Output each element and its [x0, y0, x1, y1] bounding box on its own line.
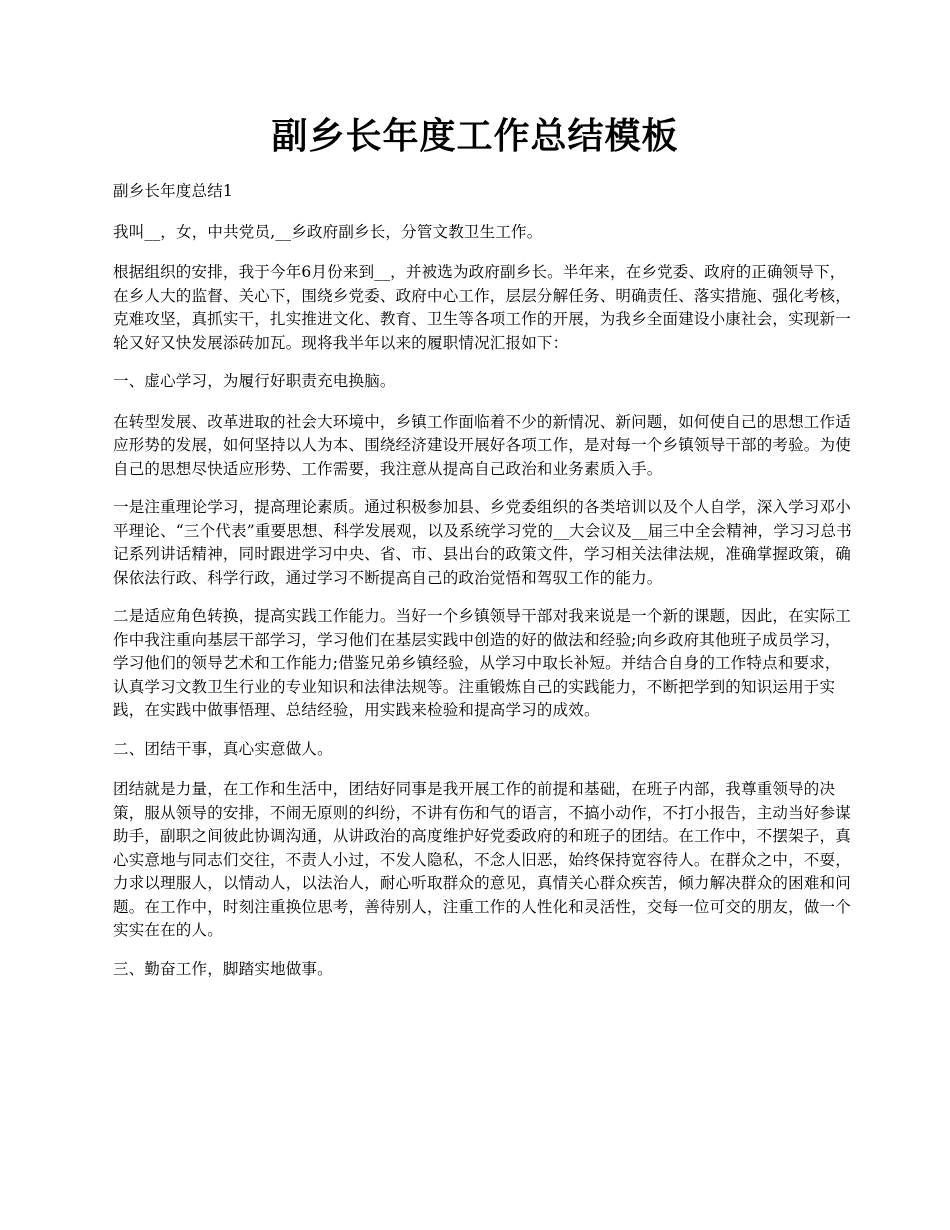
background-paragraph: 根据组织的安排，我于今年6月份来到__，并被选为政府副乡长。半年来，在乡党委、政府的正确领导下，在乡人大的监督、关心下，围绕乡党委、政府中心工作，层层分解任务、明确责任、落实措施、强化考核，克难攻坚，真抓实干，扎实推进文化、教育、卫生等各项工作的开展，为我乡全面建设小康社会，实现新一轮又好又快发展添砖加瓦。现将我半年以来的履职情况汇报如下： [113, 263, 851, 352]
section-heading-1: 一、虚心学习，为履行好职责充电换脑。 [113, 372, 396, 390]
body-paragraph: 一是注重理论学习，提高理论素质。通过积极参加县、乡党委组织的各类培训以及个人自学，深入学习邓小平理论、“三个代表”重要思想、科学发展观，以及系统学习党的__大会议及__届三中全会精神，学习习总书记系列讲话精神，同时跟进学习中央、省、市、县出台的政策文件，学习相关法律法规，准确掌握政策，确保依法行政、科学行政，通过学习不断提高自己的政治觉悟和驾驭工作的能力。 [113, 498, 852, 587]
body-paragraph: 二是适应角色转换，提高实践工作能力。当好一个乡镇领导干部对我来说是一个新的课题，因此，在实际工作中我注重向基层干部学习，学习他们在基层实践中创造的好的做法和经验;向乡政府其他班子成员学习，学习他们的领导艺术和工作能力;借鉴兄弟乡镇经验，从学习中取长补短。并结合自身的工作特点和要求，认真学习文教卫生行业的专业知识和法律法规等。注重锻炼自己的实践能力，不断把学到的知识运用于实践，在实践中做事悟理、总结经验，用实践来检验和提高学习的成效。 [113, 607, 851, 719]
section-subtitle: 副乡长年度总结1 [113, 182, 233, 200]
body-paragraph: 在转型发展、改革进取的社会大环境中，乡镇工作面临着不少的新情况、新问题，如何使自己的思想工作适应形势的发展，如何坚持以人为本、围绕经济建设开展好各项工作，是对每一个乡镇领导干部的考验。为使自己的思想尽快适应形势、工作需要，我注意从提高自己政治和业务素质入手。 [113, 412, 851, 478]
section-heading-3: 三、勤奋工作，脚踏实地做事。 [113, 959, 333, 978]
intro-paragraph: 我叫__，女，中共党员,__乡政府副乡长，分管文教卫生工作。 [113, 222, 543, 241]
document-title: 副乡长年度工作总结模板 [271, 115, 679, 157]
body-paragraph: 团结就是力量，在工作和生活中，团结好同事是我开展工作的前提和基础，在班子内部，我尊重领导的决策，服从领导的安排，不闹无原则的纠纷，不讲有伤和气的语言，不搞小动作，不打小报告，主动当好参谋助手，副职之间彼此协调沟通，从讲政治的高度维护好党委政府的和班子的团结。在工作中，不摆架子，真心实意地与同志们交往，不责人小过，不发人隐私，不念人旧恶，始终保持宽容待人。在群众之中，不耍，力求以理服人，以情动人，以法治人，耐心听取群众的意见，真情关心群众疾苦，倾力解决群众的困难和问题。在工作中，时刻注重换位思考，善待别人，注重工作的人性化和灵活性，交每一位可交的朋友，做一个实实在在的人。 [113, 780, 851, 939]
section-heading-2: 二、团结干事，真心实意做人。 [113, 739, 333, 758]
document-body [113, 180, 853, 998]
